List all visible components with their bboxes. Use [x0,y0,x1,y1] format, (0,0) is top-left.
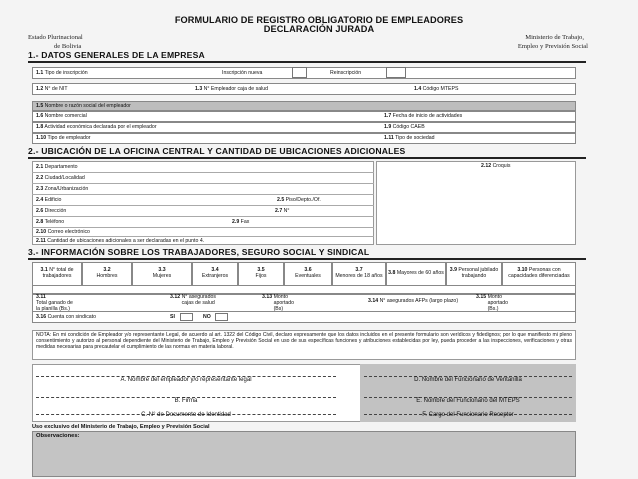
label-floor: 2.5 Piso/Depto./Of. [277,197,321,203]
label-amount-contributed-afp: 3.15 Monto aportado (Bs.) [476,294,509,312]
section-2-title: 2.- UBICACIÓN DE LA OFICINA CENTRAL Y CANTIDAD DE UBICACIONES ADICIONALES [28,146,406,156]
union-yes-checkbox[interactable] [180,313,193,321]
workers-values-row[interactable] [32,286,576,294]
form-subtitle: DECLARACIÓN JURADA [263,24,375,34]
section-divider [28,258,586,260]
col-disabilities: 3.10 Personas con capacidades diferenciadas [502,262,576,286]
col-under-18: 3.7 Menores de 18 años [332,262,386,286]
observations-label: Observaciones: [36,433,80,439]
col-men: 3.2 Hombres [82,262,132,286]
signature-receiving-official: F. Cargo del Funcionario Receptor [422,412,514,418]
sketch-area[interactable] [376,161,576,245]
col-permanent: 3.5 Fijos [238,262,284,286]
label-union: 3.16 Cuenta con sindicato [36,314,97,320]
union-no-checkbox[interactable] [215,313,228,321]
label-fax: 2.9 Fax [232,219,250,225]
label-building: 2.4 Edificio [36,197,62,203]
signature-mteps-official: E. Nombre del Funcionario del MTEPS [416,398,520,404]
label-mteps-code: 1.4 Código MTEPS [414,86,459,92]
label-sketch: 2.12 Croquis [481,163,511,169]
label-amount-contributed: 3.13 Monto aportado (Bs) [262,294,295,312]
label-additional-locations: 2.11 Cantidad de ubicaciones adicionales a ser declaradas en el punto 4. [36,238,205,244]
label-re-registration: Reinscripción [330,70,362,76]
label-economic-activity: 1.8 Actividad económica declarada por el empleador [36,124,157,130]
col-foreigners: 3.4 Extranjeros [192,262,238,286]
ministry-label: Ministerio de Trabajo, [525,34,584,41]
label-company-type: 1.11 Tipo de sociedad [384,135,435,141]
label-employer-type: 1.10 Tipo de empleador [36,135,91,141]
label-insured-afp: 3.14 N° asegurados AFPs (largo plazo) [368,298,459,304]
label-phone: 2.8 Teléfono [36,219,65,225]
form-title: FORMULARIO DE REGISTRO OBLIGATORIO DE EMPLEADORES [174,15,464,25]
signature-firma: B. Firma [174,398,198,404]
label-department: 2.1 Departamento [36,164,78,170]
section-divider [28,157,586,159]
section-3-title: 3.- INFORMACIÓN SOBRE LOS TRABAJADORES, SEGURO SOCIAL Y SINDICAL [28,247,370,257]
label-address: 2.6 Dirección [36,208,67,214]
label-start-date: 1.7 Fecha de inicio de actividades [384,113,463,119]
col-total-workers: 3.1 N° total de trabajadores [32,262,82,286]
signature-employer-name: A. Nombre del empleador y/o representante legal [120,377,252,383]
signature-window-official: D. Nombre del Funcionario de Ventanilla [414,377,522,383]
re-registration-checkbox[interactable] [386,67,406,78]
row-1-10 [32,133,576,144]
label-zone: 2.3 Zona/Urbanización [36,186,89,192]
legal-note: NOTA: En mi condición de Empleador y/o representante Legal, de acuerdo al art. 1322 del Código Civil, declaro expresamente que los datos incluidos en el presente formulario son verídicos y fidedignos; por lo que manifiesto mi pleno consentimiento y autorizo al personal dependiente del Ministerio de Trabajo, Empleo y Previsión Social en uso de sus específicas funciones y atribuciones establecidas por ley, pueda proceder a las inspecciones, verificaciones y otras medidas necesarias para precautelar el cumplimiento de las normas en materia laboral. [36,332,572,351]
col-women: 3.3 Mujeres [132,262,192,286]
union-row [32,312,576,323]
row-1-2 [32,83,576,95]
col-over-60: 3.8 Mayores de 60 años [386,262,446,286]
label-employer-number: 1.3 N° Empleador caja de salud [195,86,269,92]
row-1-6 [32,111,576,122]
col-retired-working: 3.9 Personal jubilado trabajando [446,262,502,286]
state-label: Estado Plurinacional [28,34,83,41]
label-insured-health: 3.12 N° asegurados cajas de salud [170,294,216,306]
section-divider [28,61,586,63]
label-email: 2.10 Correo electrónico [36,229,90,235]
ministry-label-2: Empleo y Previsión Social [517,43,588,50]
label-new-registration: Inscripción nueva [222,70,263,76]
label-no: NO [203,314,211,320]
label-nit: 1.2 N° de NIT [36,86,68,92]
observations-box[interactable] [32,431,576,477]
exclusive-use-label: Uso exclusivo del Ministerio de Trabajo, Empleo y Previsión Social [32,424,210,430]
signature-id-number: C. N° de Documento de Identidad [141,412,231,418]
label-total-payroll: 3.11 Total ganado de la planilla (Bs.) [36,294,73,312]
label-number: 2.7 N° [275,208,290,214]
label-yes: SI [170,314,175,320]
section-1-title: 1.- DATOS GENERALES DE LA EMPRESA [28,50,205,60]
col-temporary: 3.6 Eventuales [284,262,332,286]
new-registration-checkbox[interactable] [292,67,307,78]
label-trade-name: 1.6 Nombre comercial [36,113,87,119]
label-city: 2.2 Ciudad/Localidad [36,175,85,181]
label-1-1: 1.1 Tipo de inscripción [36,70,88,76]
state-label-2: de Bolivia [54,43,82,50]
label-company-name: 1.5 Nombre o razón social del empleador [36,103,131,109]
label-caeb-code: 1.9 Código CAEB [384,124,425,130]
